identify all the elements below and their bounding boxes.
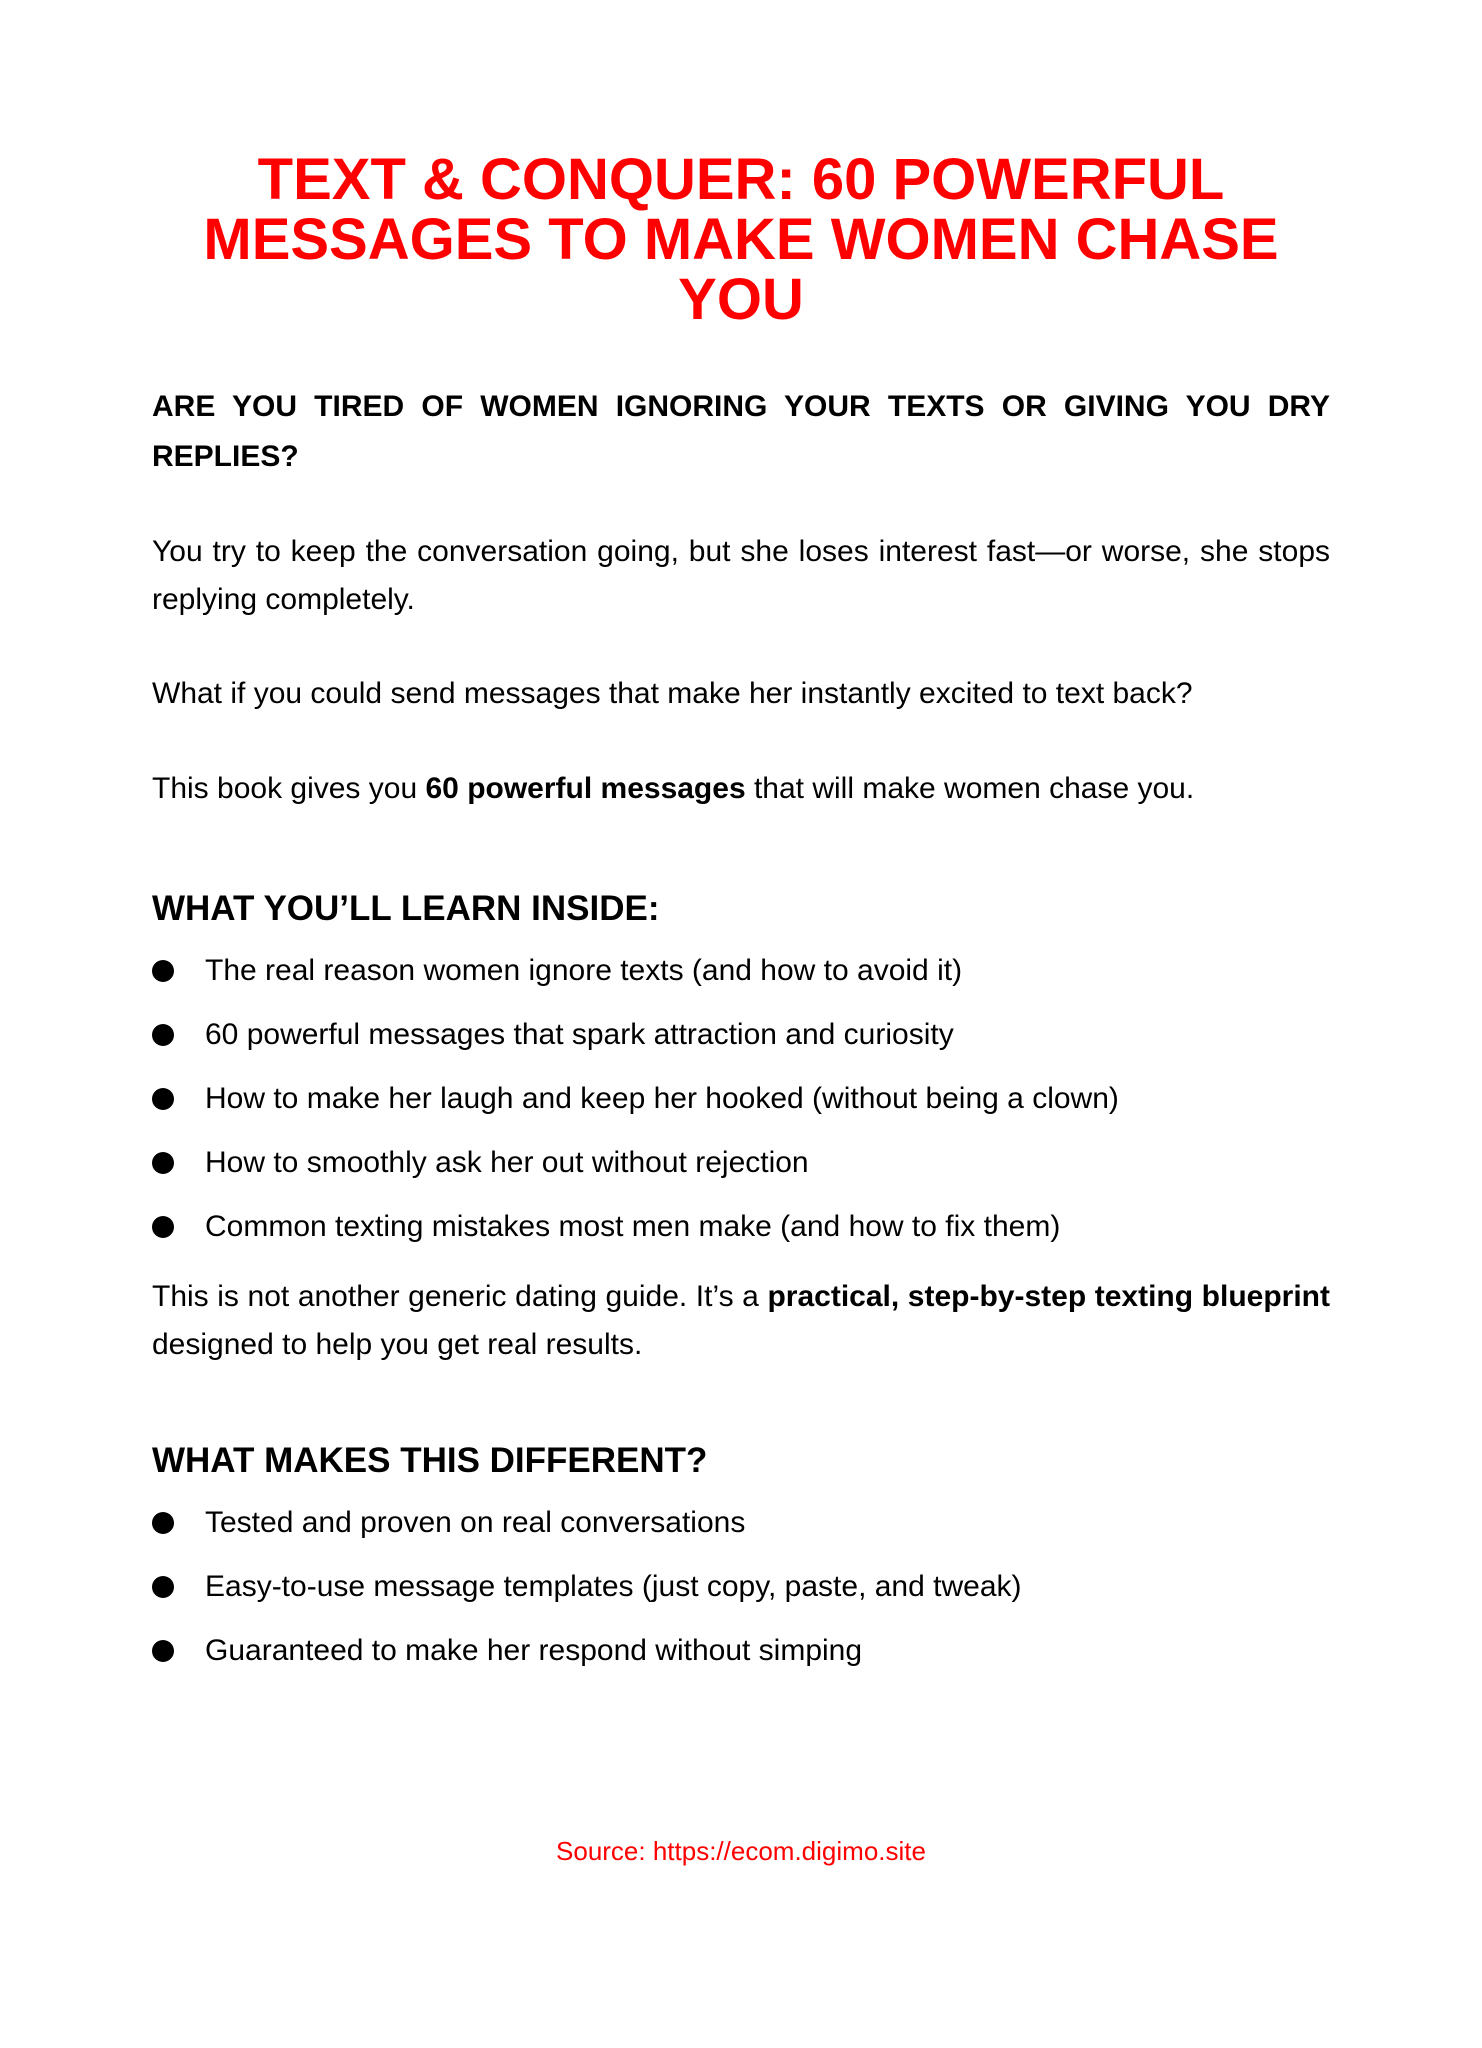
paragraph-3 xyxy=(152,765,1330,813)
list-item xyxy=(152,953,1330,989)
bullet-icon xyxy=(152,1024,174,1046)
list-item-text: Easy-to-use message templates (just copy, paste, and tweak) xyxy=(205,1570,1022,1603)
document-title: TEXT & CONQUER: 60 POWERFUL MESSAGES TO MAKE WOMEN CHASE YOU xyxy=(203,147,1279,332)
list-item xyxy=(152,1505,1330,1541)
document-page xyxy=(152,147,1330,1697)
bullet-icon xyxy=(152,1512,174,1534)
intro-heading: ARE YOU TIRED OF WOMEN IGNORING YOUR TEXTS OR GIVING YOU DRY REPLIES? xyxy=(152,390,1330,473)
bullet-icon xyxy=(152,1640,174,1662)
list-item xyxy=(152,1081,1330,1117)
blueprint-paragraph xyxy=(152,1273,1330,1369)
bullet-icon xyxy=(152,1216,174,1238)
list-item-text: How to make her laugh and keep her hooked (without being a clown) xyxy=(205,1082,1119,1115)
bullet-icon xyxy=(152,1576,174,1598)
list-item-text: How to smoothly ask her out without rejection xyxy=(205,1146,809,1179)
list-item-text: 60 powerful messages that spark attraction and curiosity xyxy=(205,1018,954,1051)
list-item xyxy=(152,1633,1330,1669)
blueprint-text-end: designed to help you get real results. xyxy=(152,1328,643,1361)
paragraph-3-text-end: that will make women chase you. xyxy=(745,772,1195,805)
blueprint-text-start: This is not another generic dating guide. It’s a xyxy=(152,1280,768,1313)
list-item-text: Tested and proven on real conversations xyxy=(205,1506,746,1539)
paragraph-1: You try to keep the conversation going, but she loses interest fast—or worse, she stops replying completely. xyxy=(152,535,1330,616)
list-item-text: Guaranteed to make her respond without simping xyxy=(205,1634,863,1667)
source-link[interactable]: Source: https://ecom.digimo.site xyxy=(556,1836,926,1866)
bullet-icon xyxy=(152,960,174,982)
paragraph-2: What if you could send messages that make her instantly excited to text back? xyxy=(152,677,1193,710)
bullet-icon xyxy=(152,1152,174,1174)
paragraph-3-bold: 60 powerful messages xyxy=(425,772,746,805)
list-item xyxy=(152,1145,1330,1181)
paragraph-3-text-start: This book gives you xyxy=(152,772,426,805)
list-item-text: Common texting mistakes most men make (and how to fix them) xyxy=(205,1210,1061,1243)
different-section-heading: WHAT MAKES THIS DIFFERENT? xyxy=(152,1441,708,1480)
list-item-text: The real reason women ignore texts (and how to avoid it) xyxy=(205,954,963,987)
learn-list xyxy=(152,953,1330,1245)
blueprint-bold: practical, step-by-step texting blueprint xyxy=(767,1280,1330,1313)
learn-section-heading: WHAT YOU’LL LEARN INSIDE: xyxy=(152,889,660,928)
list-item xyxy=(152,1209,1330,1245)
list-item xyxy=(152,1017,1330,1053)
list-item xyxy=(152,1569,1330,1605)
bullet-icon xyxy=(152,1088,174,1110)
different-list xyxy=(152,1505,1330,1669)
